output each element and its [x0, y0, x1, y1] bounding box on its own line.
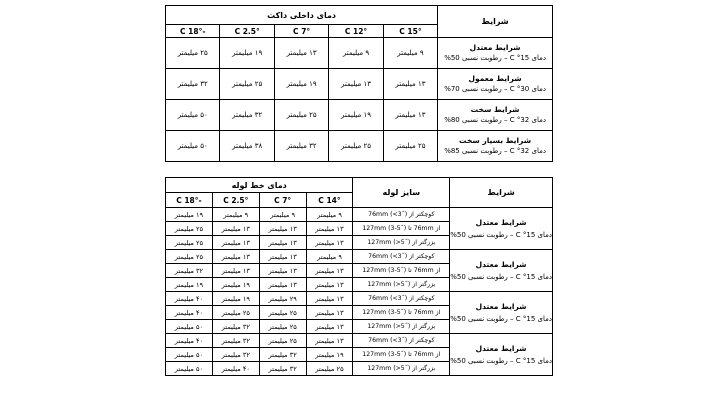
thickness-cell: ۵۰ میلیمتر: [166, 131, 220, 162]
thickness-cell: ۱۳ میلیمتر: [306, 292, 353, 306]
pipe-size-header: سایز لوله: [353, 178, 450, 208]
condition-description: دمای 32° C – رطوبت نسبی 85%: [444, 147, 546, 155]
thickness-cell: ۱۳ میلیمتر: [274, 38, 328, 69]
pipe-size-cell: کوچکتر از 76mm (<3˝): [353, 208, 450, 222]
condition-description: دمای 15° C – رطوبت نسبی 50%: [450, 356, 552, 365]
thickness-cell: ۲۵ میلیمتر: [306, 362, 353, 376]
thickness-cell: ۳۲ میلیمتر: [212, 320, 259, 334]
thickness-cell: ۱۳ میلیمتر: [212, 222, 259, 236]
thickness-cell: ۲۵ میلیمتر: [212, 306, 259, 320]
thickness-cell: ۹ میلیمتر: [383, 38, 437, 69]
table-row: [166, 69, 553, 100]
thickness-cell: ۱۳ میلیمتر: [259, 264, 306, 278]
condition-cell: [450, 334, 553, 376]
thickness-cell: ۹ میلیمتر: [212, 208, 259, 222]
thickness-cell: ۵۰ میلیمتر: [166, 348, 213, 362]
condition-cell: [450, 250, 553, 292]
thickness-cell: ۲۵ میلیمتر: [329, 131, 383, 162]
condition-description: دمای 15° C – رطوبت نسبی 50%: [444, 54, 546, 62]
thickness-cell: ۲۵ میلیمتر: [166, 236, 213, 250]
thickness-cell: ۱۹ میلیمتر: [166, 208, 213, 222]
thickness-cell: ۱۳ میلیمتر: [212, 264, 259, 278]
thickness-cell: ۲۵ میلیمتر: [259, 334, 306, 348]
condition-cell: [438, 69, 553, 100]
thickness-cell: ۳۲ میلیمتر: [166, 264, 213, 278]
duct-insulation-table: [165, 5, 553, 162]
thickness-cell: ۱۳ میلیمتر: [306, 278, 353, 292]
condition-cell: [438, 100, 553, 131]
thickness-cell: ۱۹ میلیمتر: [212, 292, 259, 306]
thickness-cell: ۲۵ میلیمتر: [220, 69, 274, 100]
table-row: [166, 38, 553, 69]
thickness-cell: ۱۳ میلیمتر: [306, 222, 353, 236]
thickness-cell: ۲۵ میلیمتر: [274, 100, 328, 131]
thickness-cell: ۳۸ میلیمتر: [220, 131, 274, 162]
condition-cell: [450, 292, 553, 334]
thickness-cell: ۱۹ میلیمتر: [166, 278, 213, 292]
pipe-size-cell: کوچکتر از 76mm (<3˝): [353, 292, 450, 306]
thickness-cell: ۳۲ میلیمتر: [259, 348, 306, 362]
thickness-cell: ۳۲ میلیمتر: [212, 334, 259, 348]
thickness-cell: ۳۲ میلیمتر: [259, 362, 306, 376]
condition-description: دمای 15° C – رطوبت نسبی 50%: [450, 230, 552, 239]
condition-name: شرایط سخت: [470, 105, 520, 114]
pipe-size-cell: بزرگتر از 127mm (>5˝): [353, 362, 450, 376]
table-row: [166, 334, 553, 348]
conditions-header: شرایط: [438, 6, 553, 38]
pipe-size-cell: بزرگتر از 127mm (>5˝): [353, 320, 450, 334]
thickness-cell: ۴۰ میلیمتر: [166, 292, 213, 306]
temp-group-header: دمای خط لوله: [166, 178, 353, 193]
thickness-cell: ۲۵ میلیمتر: [166, 222, 213, 236]
thickness-cell: ۱۳ میلیمتر: [212, 236, 259, 250]
thickness-cell: ۱۳ میلیمتر: [306, 264, 353, 278]
condition-name: شرایط معتدل: [475, 343, 527, 353]
table-row: [166, 208, 553, 222]
thickness-cell: ۱۹ میلیمتر: [329, 100, 383, 131]
thickness-cell: ۳۲ میلیمتر: [166, 69, 220, 100]
thickness-cell: ۱۳ میلیمتر: [259, 278, 306, 292]
thickness-cell: ۲۵ میلیمتر: [259, 306, 306, 320]
thickness-cell: ۱۳ میلیمتر: [383, 100, 437, 131]
pipe-size-cell: بزرگتر از 127mm (>5˝): [353, 236, 450, 250]
pipe-insulation-table: [165, 177, 553, 376]
temp-header: 7° C: [274, 25, 328, 38]
thickness-cell: ۱۳ میلیمتر: [306, 334, 353, 348]
condition-cell: [438, 131, 553, 162]
temp-header: -18° C: [166, 193, 213, 208]
pipe-size-cell: از 76mm تا 127mm (3-5˝): [353, 306, 450, 320]
condition-name: شرایط معتدل: [475, 259, 527, 269]
pipe-size-cell: کوچکتر از 76mm (<3˝): [353, 250, 450, 264]
thickness-cell: ۹ میلیمتر: [259, 208, 306, 222]
thickness-cell: ۱۹ میلیمتر: [220, 38, 274, 69]
thickness-cell: ۱۳ میلیمتر: [306, 306, 353, 320]
thickness-cell: ۲۵ میلیمتر: [166, 38, 220, 69]
thickness-cell: ۱۳ میلیمتر: [306, 236, 353, 250]
thickness-cell: ۱۹ میلیمتر: [306, 348, 353, 362]
pipe-size-cell: از 76mm تا 127mm (3-5˝): [353, 348, 450, 362]
condition-description: دمای 15° C – رطوبت نسبی 50%: [450, 272, 552, 281]
thickness-cell: ۵۰ میلیمتر: [166, 362, 213, 376]
pipe-size-cell: از 76mm تا 127mm (3-5˝): [353, 264, 450, 278]
condition-cell: [450, 208, 553, 250]
thickness-cell: ۵۰ میلیمتر: [166, 320, 213, 334]
pipe-size-cell: از 76mm تا 127mm (3-5˝): [353, 222, 450, 236]
condition-name: شرایط بسیار سخت: [459, 136, 532, 145]
pipe-size-cell: بزرگتر از 127mm (>5˝): [353, 278, 450, 292]
condition-cell: [438, 38, 553, 69]
thickness-cell: ۹ میلیمتر: [329, 38, 383, 69]
table-row: [166, 250, 553, 264]
thickness-cell: ۹ میلیمتر: [306, 250, 353, 264]
thickness-cell: ۲۵ میلیمتر: [166, 250, 213, 264]
thickness-cell: ۲۹ میلیمتر: [259, 292, 306, 306]
thickness-cell: ۹ میلیمتر: [306, 208, 353, 222]
temp-group-header: دمای داخلی داکت: [166, 6, 438, 25]
thickness-cell: ۱۳ میلیمتر: [259, 250, 306, 264]
thickness-cell: ۱۳ میلیمتر: [212, 250, 259, 264]
temp-header: 12° C: [329, 25, 383, 38]
thickness-cell: ۱۳ میلیمتر: [259, 236, 306, 250]
temp-header: 2.5° C: [212, 193, 259, 208]
condition-name: شرایط معتدل: [475, 217, 527, 227]
temp-header: 2.5° C: [220, 25, 274, 38]
thickness-cell: ۵۰ میلیمتر: [166, 100, 220, 131]
thickness-cell: ۱۳ میلیمتر: [306, 320, 353, 334]
condition-name: شرایط معتدل: [469, 43, 521, 52]
condition-name: شرایط معمول: [468, 74, 522, 83]
thickness-cell: ۳۲ میلیمتر: [220, 100, 274, 131]
thickness-cell: ۲۵ میلیمتر: [259, 320, 306, 334]
thickness-cell: ۴۰ میلیمتر: [212, 362, 259, 376]
condition-name: شرایط معتدل: [475, 301, 527, 311]
temp-header: 7° C: [259, 193, 306, 208]
thickness-cell: ۱۳ میلیمتر: [259, 222, 306, 236]
condition-description: دمای 15° C – رطوبت نسبی 50%: [450, 314, 552, 323]
conditions-header: شرایط: [450, 178, 553, 208]
thickness-cell: ۳۲ میلیمتر: [212, 348, 259, 362]
pipe-size-cell: کوچکتر از 76mm (<3˝): [353, 334, 450, 348]
temp-header: 14° C: [306, 193, 353, 208]
thickness-cell: ۱۳ میلیمتر: [329, 69, 383, 100]
thickness-cell: ۱۹ میلیمتر: [274, 69, 328, 100]
table-row: [166, 292, 553, 306]
thickness-cell: ۳۲ میلیمتر: [274, 131, 328, 162]
condition-description: دمای 32° C – رطوبت نسبی 80%: [444, 116, 546, 124]
thickness-cell: ۲۵ میلیمتر: [383, 131, 437, 162]
condition-description: دمای 30° C – رطوبت نسبی 70%: [444, 85, 546, 93]
temp-header: -18° C: [166, 25, 220, 38]
table-row: [166, 131, 553, 162]
thickness-cell: ۴۰ میلیمتر: [166, 334, 213, 348]
thickness-cell: ۴۰ میلیمتر: [166, 306, 213, 320]
thickness-cell: ۱۳ میلیمتر: [383, 69, 437, 100]
thickness-cell: ۱۹ میلیمتر: [212, 278, 259, 292]
temp-header: 15° C: [383, 25, 437, 38]
table-row: [166, 100, 553, 131]
